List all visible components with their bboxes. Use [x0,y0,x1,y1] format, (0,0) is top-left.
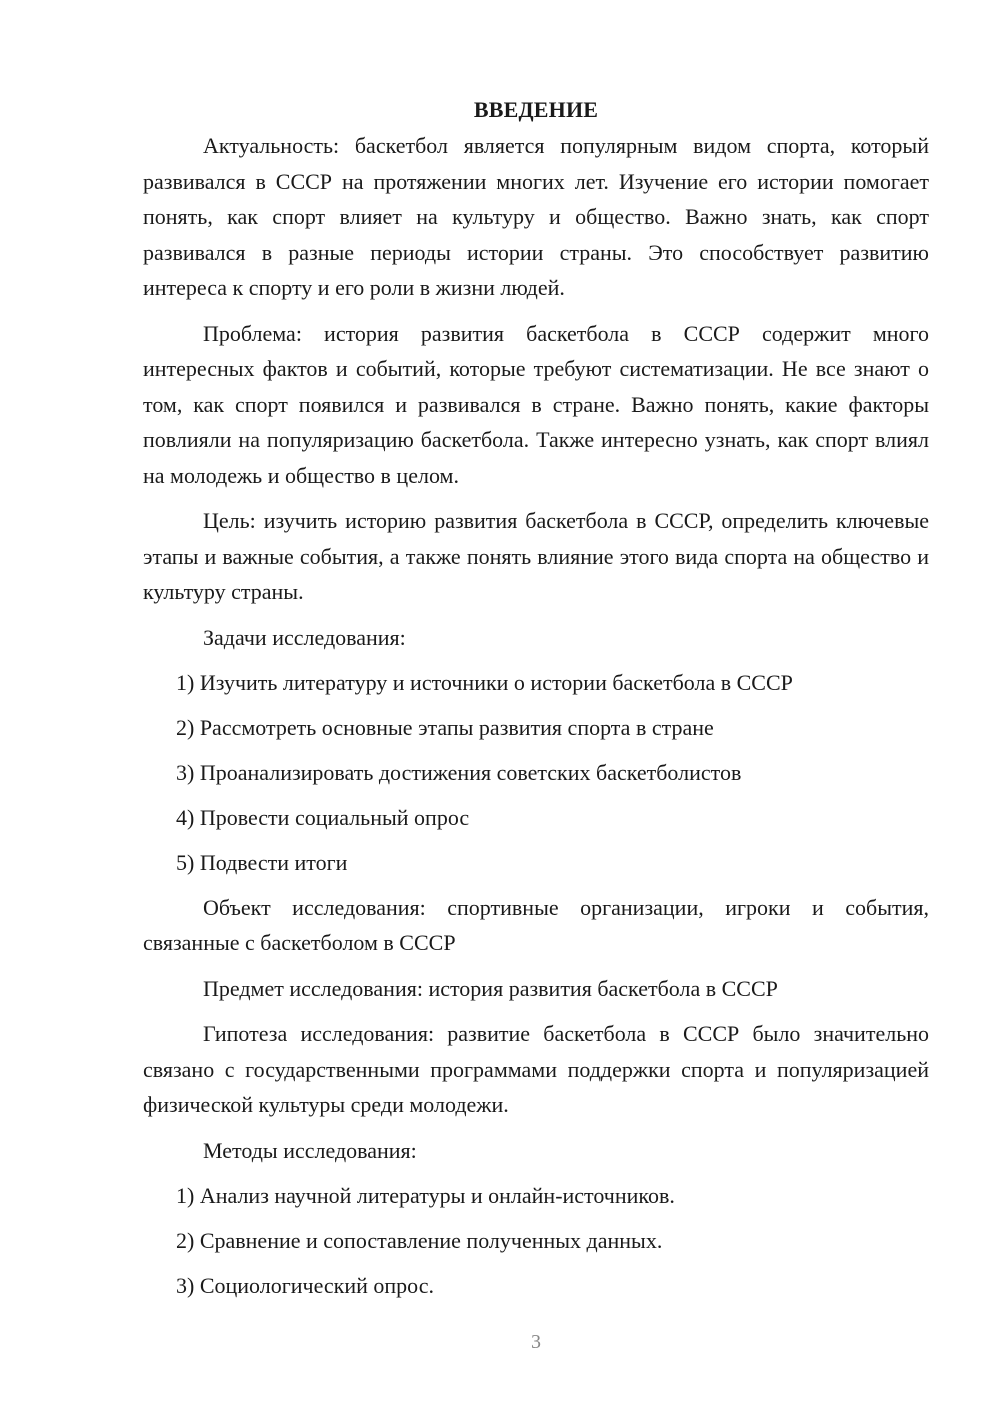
methods-list [143,1178,929,1303]
task-item: 3) Проанализировать достижения советских баскетболистов [176,759,742,785]
method-item: 1) Анализ научной литературы и онлайн-источников. [176,1182,675,1208]
object-paragraph: Объект исследования: спортивные организации, игроки и события, связанные с баскетболом в СССР [143,894,929,955]
subject-paragraph: Предмет исследования: история развития баскетбола в СССР [203,975,778,1001]
task-item: 4) Провести социальный опрос [176,804,470,830]
task-item: 1) Изучить литературу и источники о истории баскетбола в СССР [176,669,793,695]
section-title: ВВЕДЕНИЕ [473,97,599,122]
goal-paragraph: Цель: изучить историю развития баскетбола в СССР, определить ключевые этапы и важные события, а также понять влияние этого вида спорта на общество и культуру страны. [143,508,929,604]
problem-paragraph: Проблема: история развития баскетбола в СССР содержит много интересных фактов и событий, которые требуют систематизации. Не все знают о том, как спорт появился и развивался в стране. Важно понять, какие факторы повлияли на популяризацию баскетбола. Также интересно узнать, как спорт влиял на молодежь и общество в целом. [143,320,929,488]
tasks-list [143,665,929,880]
task-item: 5) Подвести итоги [176,849,348,875]
relevance-paragraph: Актуальность: баскетбол является популярным видом спорта, который развивался в СССР на протяжении многих лет. Изучение его истории помогает понять, как спорт влияет на культуру и общество. Важно знать, как спорт развивался в разные периоды истории страны. Это способствует развитию интереса к спорту и его роли в жизни людей. [143,133,929,300]
task-item: 2) Рассмотреть основные этапы развития спорта в стране [176,714,714,740]
document-page [143,92,929,1313]
method-item: 2) Сравнение и сопоставление полученных данных. [176,1227,663,1253]
tasks-label: Задачи исследования: [203,624,406,650]
page-number: 3 [531,1331,541,1353]
hypothesis-paragraph: Гипотеза исследования: развитие баскетбола в СССР было значительно связано с государственными программами поддержки спорта и популяризацией физической культуры среди молодежи. [143,1021,929,1117]
method-item: 3) Социологический опрос. [176,1272,434,1298]
methods-label: Методы исследования: [203,1137,417,1163]
